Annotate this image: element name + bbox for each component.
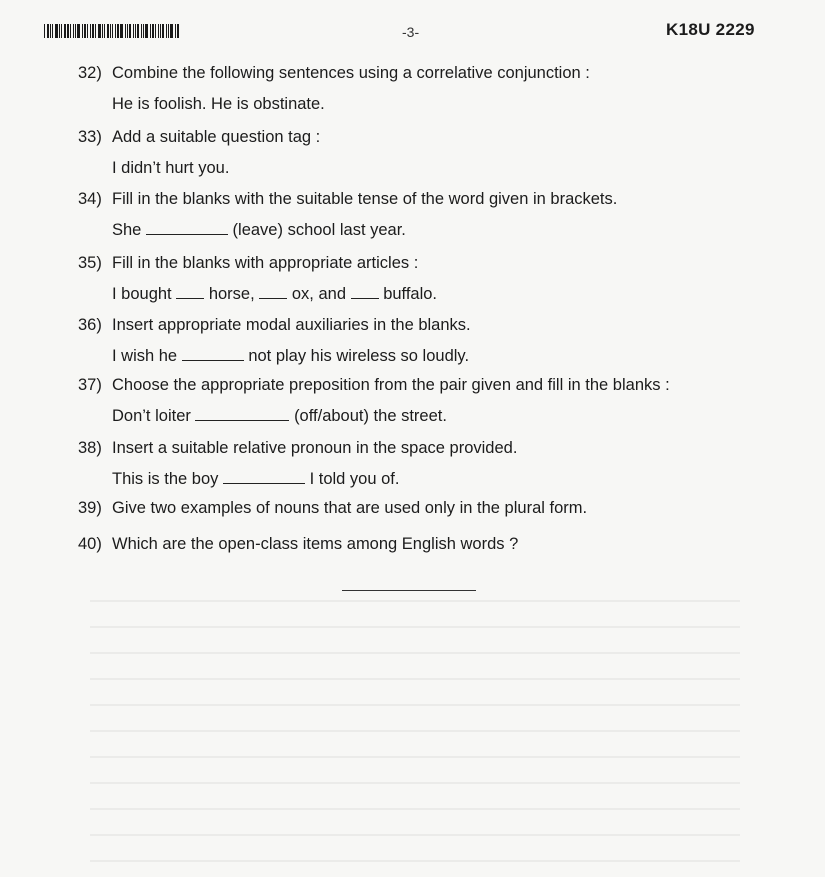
fill-blank xyxy=(146,220,228,235)
sentence-part: I wish he xyxy=(112,347,178,365)
barcode-bar xyxy=(120,24,123,38)
barcode-bar xyxy=(117,24,119,38)
barcode-bar xyxy=(90,24,91,38)
barcode-bar xyxy=(87,24,88,38)
barcode-bar xyxy=(135,24,136,38)
question-37 xyxy=(78,374,778,427)
sentence-part: horse, xyxy=(208,285,255,303)
barcode-bar xyxy=(77,24,80,38)
question-35 xyxy=(78,252,778,305)
question-number: 32) xyxy=(78,64,102,82)
barcode-bar xyxy=(52,24,53,38)
barcode-bar xyxy=(92,24,94,38)
barcode-bar xyxy=(175,24,176,38)
barcode-bar xyxy=(152,24,154,38)
sentence-part: (leave) school last year. xyxy=(232,221,406,239)
question-text: Choose the appropriate preposition from the pair given and fill in the blanks : xyxy=(112,376,670,394)
question-36 xyxy=(78,314,778,367)
question-40 xyxy=(78,533,778,555)
fill-blank xyxy=(195,406,289,421)
question-39 xyxy=(78,497,778,519)
fill-blank xyxy=(176,284,204,299)
question-33 xyxy=(78,126,778,179)
barcode-bar xyxy=(137,24,139,38)
barcode-bar xyxy=(70,24,71,38)
sentence-part: I told you of. xyxy=(309,470,400,488)
barcode-bar xyxy=(61,24,62,38)
sentence-part: buffalo. xyxy=(383,285,438,303)
question-text: Fill in the blanks with appropriate articles : xyxy=(112,254,419,272)
question-32 xyxy=(78,62,778,115)
question-34 xyxy=(78,188,778,241)
barcode-bar xyxy=(168,24,169,38)
fill-blank xyxy=(223,469,305,484)
fill-blank xyxy=(259,284,287,299)
barcode-bar xyxy=(150,24,151,38)
question-number: 39) xyxy=(78,499,102,517)
question-text: Give two examples of nouns that are used only in the plural form. xyxy=(112,499,588,517)
sentence-part: not play his wireless so loudly. xyxy=(248,347,470,365)
barcode-bar xyxy=(112,24,113,38)
end-rule xyxy=(342,590,476,591)
fill-blank xyxy=(182,346,244,361)
barcode-graphic xyxy=(44,24,214,38)
barcode-bar xyxy=(143,24,144,38)
barcode-bar xyxy=(110,24,111,38)
barcode-bar xyxy=(44,24,45,38)
sentence-part: Don’t loiter xyxy=(112,407,191,425)
question-number: 40) xyxy=(78,535,102,553)
barcode-bar xyxy=(104,24,105,38)
barcode-bar xyxy=(82,24,83,38)
sentence-part: (off/about) the street. xyxy=(294,407,447,425)
question-number: 37) xyxy=(78,376,102,394)
barcode-bar xyxy=(47,24,49,38)
question-38 xyxy=(78,437,778,490)
barcode-bar xyxy=(98,24,101,38)
barcode-bar xyxy=(67,24,69,38)
question-number: 38) xyxy=(78,439,102,457)
barcode-bar xyxy=(177,24,179,38)
barcode-bar xyxy=(170,24,173,38)
paper-code: K18U 2229 xyxy=(666,20,755,39)
page-number: -3- xyxy=(402,24,420,40)
barcode-bar xyxy=(59,24,60,38)
barcode-bar xyxy=(55,24,58,38)
question-number: 34) xyxy=(78,190,102,208)
question-number: 36) xyxy=(78,316,102,334)
barcode-bar xyxy=(75,24,76,38)
sentence-part: She xyxy=(112,221,142,239)
question-text: Combine the following sentences using a correlative conjunction : xyxy=(112,64,590,82)
barcode-bar xyxy=(166,24,167,38)
fill-blank xyxy=(351,284,379,299)
barcode-bar xyxy=(115,24,116,38)
barcode-bar xyxy=(133,24,134,38)
question-number: 33) xyxy=(78,128,102,146)
question-sentence xyxy=(78,468,778,490)
question-text: Insert appropriate modal auxiliaries in the blanks. xyxy=(112,316,471,334)
sentence-part: ox, and xyxy=(291,285,346,303)
barcode-bar xyxy=(125,24,126,38)
question-sentence xyxy=(78,283,778,305)
barcode-bar xyxy=(155,24,156,38)
barcode-bar xyxy=(141,24,142,38)
question-text: Fill in the blanks with the suitable tense of the word given in brackets. xyxy=(112,190,618,208)
barcode-bar xyxy=(162,24,164,38)
question-text: Add a suitable question tag : xyxy=(112,128,321,146)
barcode-bar xyxy=(50,24,51,38)
barcode-bar xyxy=(145,24,148,38)
question-text: Insert a suitable relative pronoun in the space provided. xyxy=(112,439,518,457)
question-sentence: He is foolish. He is obstinate. xyxy=(112,95,325,113)
question-number: 35) xyxy=(78,254,102,272)
barcode-bar xyxy=(158,24,159,38)
barcode-bar xyxy=(102,24,103,38)
question-text: Which are the open-class items among English words ? xyxy=(112,535,519,553)
question-sentence xyxy=(78,405,778,427)
barcode-bar xyxy=(129,24,131,38)
question-sentence xyxy=(78,345,778,367)
barcode-bar xyxy=(127,24,128,38)
question-sentence: I didn’t hurt you. xyxy=(112,159,230,177)
barcode-bar xyxy=(95,24,96,38)
sentence-part: I bought xyxy=(112,285,172,303)
barcode-bar xyxy=(160,24,161,38)
barcode-bar xyxy=(107,24,109,38)
sentence-part: This is the boy xyxy=(112,470,219,488)
bleed-through-shadow xyxy=(90,600,740,870)
question-sentence xyxy=(78,219,778,241)
barcode-bar xyxy=(84,24,86,38)
barcode-bar xyxy=(73,24,74,38)
barcode-bar xyxy=(64,24,66,38)
